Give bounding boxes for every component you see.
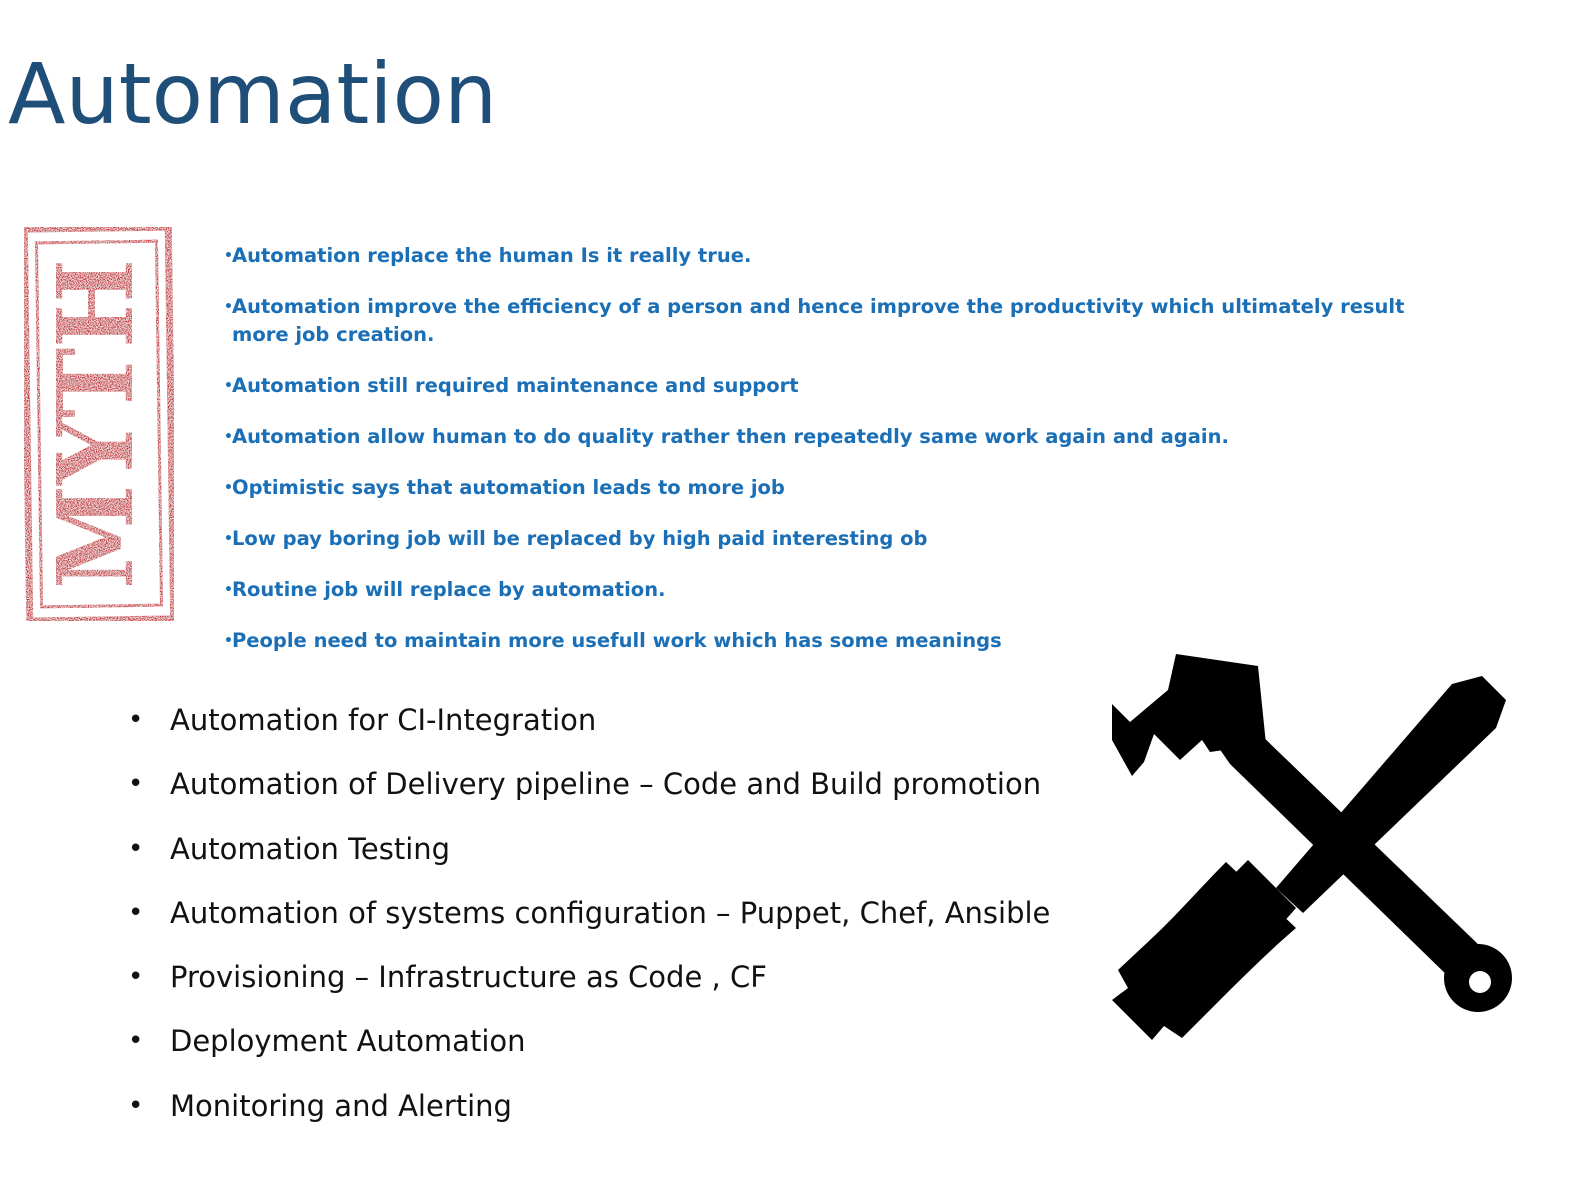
myth-stamp-icon bbox=[24, 224, 176, 626]
automation-areas-list bbox=[126, 700, 1086, 1150]
myth-point: • Automation allow human to do quality rather then repeatedly same work again and again. bbox=[224, 425, 1229, 448]
automation-area-item: • Deployment Automation bbox=[126, 1021, 1086, 1061]
bullet-icon: • bbox=[128, 1026, 144, 1057]
myth-point: • Optimistic says that automation leads to more job bbox=[224, 476, 785, 499]
myth-points-list bbox=[224, 242, 1414, 678]
myth-point: • Automation still required maintenance and support bbox=[224, 374, 799, 397]
automation-area-item: • Monitoring and Alerting bbox=[126, 1086, 1086, 1126]
automation-area-item: • Automation Testing bbox=[126, 829, 1086, 869]
bullet-icon: • bbox=[128, 1090, 144, 1121]
bullet-icon: • bbox=[128, 962, 144, 993]
myth-point: • Automation improve the efficiency of a person and hence improve the productivity which ultimately result more job creation. bbox=[224, 295, 1405, 346]
bullet-icon: • bbox=[128, 705, 144, 735]
myth-stamp-text: MYTH bbox=[34, 224, 157, 589]
slide-title: Automation bbox=[8, 45, 498, 143]
bullet-icon: • bbox=[128, 833, 144, 864]
automation-area-item: • Automation of systems configuration – Puppet, Chef, Ansible bbox=[126, 893, 1086, 933]
bullet-icon: • bbox=[128, 769, 144, 800]
automation-area-item: • Provisioning – Infrastructure as Code , CF bbox=[126, 957, 1086, 997]
myth-point: • Automation replace the human Is it really true. bbox=[224, 244, 752, 267]
myth-point: • People need to maintain more usefull work which has some meanings bbox=[224, 629, 1002, 652]
myth-point: • Low pay boring job will be replaced by high paid interesting ob bbox=[224, 527, 928, 550]
bullet-icon: • bbox=[128, 897, 144, 928]
automation-area-item: • Automation for CI-Integration bbox=[126, 700, 1086, 740]
myth-point: • Routine job will replace by automation. bbox=[224, 578, 666, 601]
wrench-screwdriver-icon bbox=[1098, 648, 1518, 1048]
automation-area-item: • Automation of Delivery pipeline – Code and Build promotion bbox=[126, 764, 1086, 804]
